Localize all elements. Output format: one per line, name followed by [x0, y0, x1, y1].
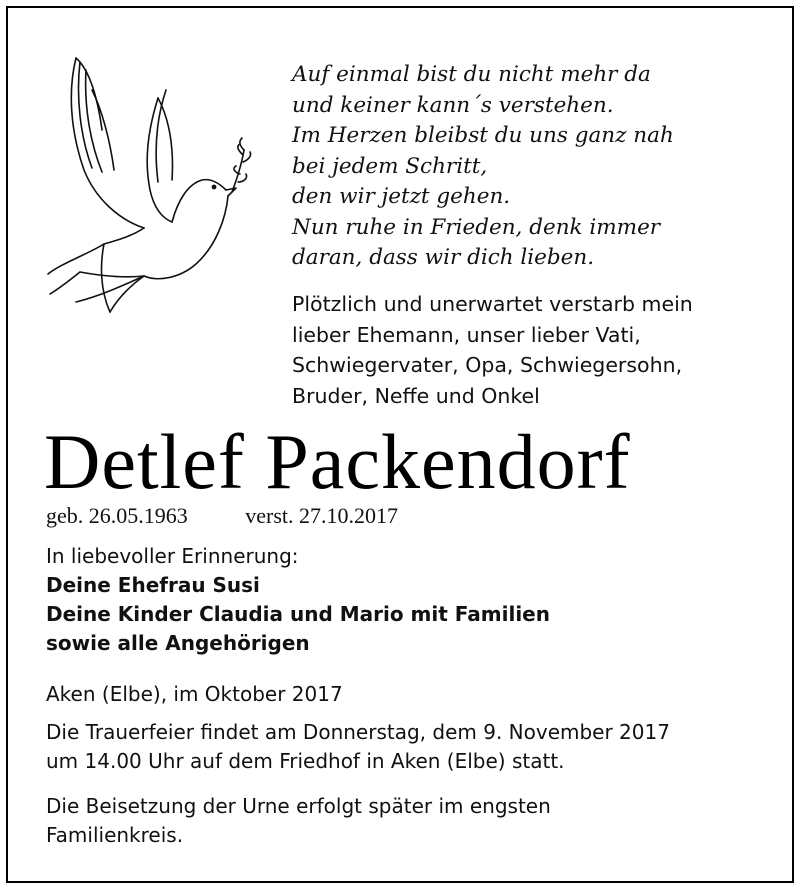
- announcement-line: Plötzlich und unerwartet verstarb mein: [292, 292, 693, 316]
- burial-info: [46, 792, 786, 850]
- deceased-name: Detlef Packendorf: [44, 418, 631, 505]
- death-announcement: [292, 289, 772, 411]
- service-line: um 14.00 Uhr auf dem Friedhof in Aken (Elbe) statt.: [46, 749, 565, 773]
- funeral-service-info: [46, 718, 786, 776]
- announcement-line: Bruder, Neffe und Onkel: [292, 383, 540, 408]
- poem-line: Im Herzen bleibst du uns ganz nah: [292, 123, 674, 148]
- memory-heading: In liebevoller Erinnerung:: [46, 544, 299, 568]
- mourner-line: sowie alle Angehörigen: [46, 631, 310, 655]
- place-date: Aken (Elbe), im Oktober 2017: [46, 682, 343, 706]
- poem-line: bei jedem Schritt,: [292, 153, 488, 179]
- life-dates: [46, 502, 646, 530]
- birth-date: geb. 26.05.1963: [46, 503, 188, 528]
- burial-line: Die Beisetzung der Urne erfolgt später im engsten: [46, 794, 551, 818]
- poem-line: Auf einmal bist du nicht mehr da: [292, 62, 651, 87]
- announcement-line: lieber Ehemann, unser lieber Vati,: [292, 322, 641, 347]
- poem-line: daran, dass wir dich lieben.: [292, 245, 595, 270]
- poem-line: Nun ruhe in Frieden, denk immer: [292, 214, 661, 240]
- announcement-line: Schwiegervater, Opa, Schwiegersohn,: [292, 353, 683, 377]
- poem: [292, 60, 772, 274]
- burial-line: Familienkreis.: [46, 823, 184, 847]
- poem-line: den wir jetzt gehen.: [292, 184, 511, 209]
- mourners-block: [46, 542, 786, 658]
- dove-icon: [40, 50, 260, 320]
- mourner-line: Deine Kinder Claudia und Mario mit Familien: [46, 602, 550, 626]
- service-line: Die Trauerfeier findet am Donnerstag, dem 9. November 2017: [46, 720, 670, 744]
- death-date: verst. 27.10.2017: [245, 503, 399, 528]
- poem-line: und keiner kann´s verstehen.: [292, 92, 614, 118]
- mourner-line: Deine Ehefrau Susi: [46, 573, 260, 597]
